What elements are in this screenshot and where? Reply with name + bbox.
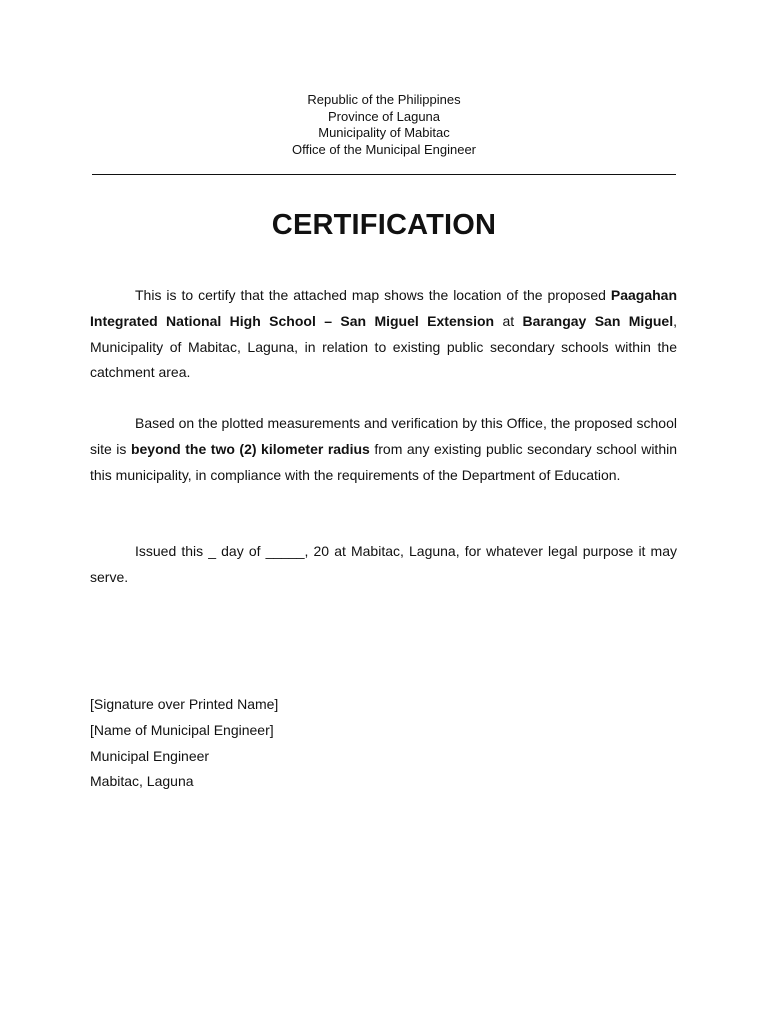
- signature-block: [90, 692, 490, 795]
- paragraph-verification-text-2: from any existing public secondary school within this municipality, in compliance with the requirements of the Department of Education.: [90, 440, 677, 483]
- school-name: Paagahan Integrated National High School – San Miguel Extension: [90, 287, 677, 329]
- header-divider: [92, 174, 676, 175]
- paragraph-certify-text-1: This is to certify that the attached map shows the location of the proposed: [135, 287, 611, 303]
- paragraph-verification: [90, 411, 677, 488]
- document-title: CERTIFICATION: [271, 209, 497, 241]
- signatory-position: Municipal Engineer: [90, 747, 210, 764]
- paragraph-certify-text-2: at: [494, 312, 523, 329]
- paragraph-issuance: [90, 539, 677, 591]
- paragraph-certify: [90, 283, 677, 386]
- signature-line: [Signature over Printed Name]: [90, 696, 279, 712]
- distance-finding: beyond the two (2) kilometer radius: [130, 440, 370, 457]
- letterhead-province: Province of Laguna: [327, 108, 441, 124]
- letterhead-country: Republic of the Philippines: [307, 92, 461, 107]
- letterhead: [0, 92, 768, 159]
- letterhead-municipality: Municipality of Mabitac: [318, 125, 450, 141]
- paragraph-verification-text-1: Based on the plotted measurements and verification by this Office, the proposed school site is: [90, 415, 677, 457]
- paragraph-certify-text-3: , Municipality of Mabitac, Laguna, in relation to existing public secondary schools within the catchment area.: [90, 312, 677, 381]
- letterhead-office: Office of the Municipal Engineer: [291, 142, 477, 158]
- signatory-name: [Name of Municipal Engineer]: [90, 721, 274, 738]
- signatory-location: Mabitac, Laguna: [90, 773, 194, 790]
- barangay-name: Barangay San Miguel: [522, 312, 674, 329]
- paragraph-issuance-text: Issued this _ day of _____, 20 at Mabitac, Laguna, for whatever legal purpose it may serve.: [90, 543, 677, 585]
